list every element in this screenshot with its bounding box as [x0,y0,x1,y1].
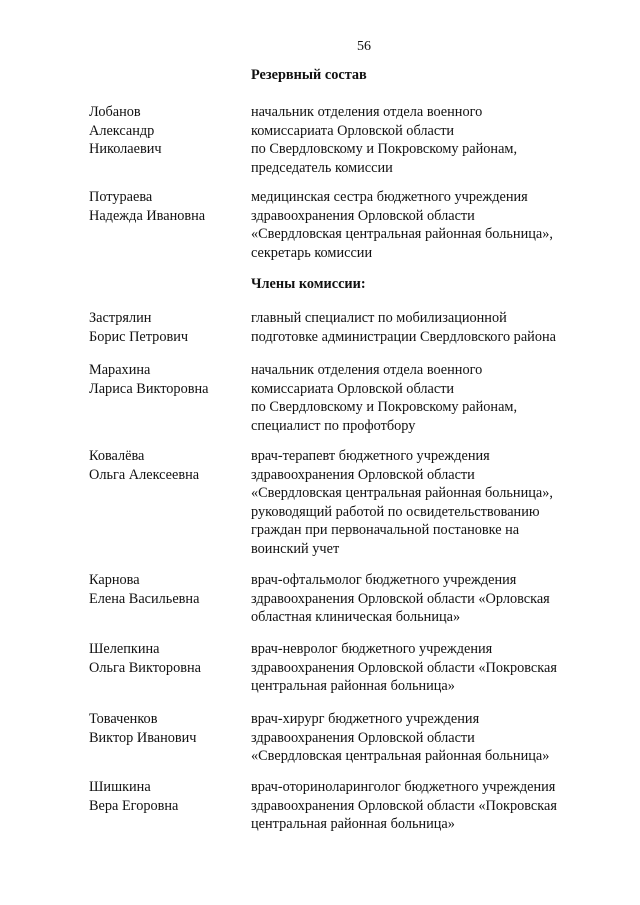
name-line: Марахина [89,362,151,378]
name-line: Елена Васильевна [89,590,200,607]
position-line: председатель комиссии [251,159,393,176]
position-line: комиссариата Орловской области [251,122,455,139]
position-line: здравоохранения Орловской области [251,207,475,224]
member-name [89,778,249,815]
position-line: начальник отделения отдела военного [251,104,483,120]
position-line: врач-невролог бюджетного учреждения [251,641,493,657]
member-name [89,188,249,225]
member-name [89,640,249,677]
position-line: центральная районная больница» [251,816,455,833]
name-line: Ольга Алексеевна [89,466,200,483]
position-line: «Свердловская центральная районная больница» [251,748,550,765]
member-name [89,103,249,159]
position-line: врач-хирург бюджетного учреждения [251,711,480,727]
position-line: врач-оториноларинголог бюджетного учреждения [251,779,556,795]
reserve-heading: Резервный состав [251,67,367,83]
name-line: Ольга Викторовна [89,659,201,676]
position-line: здравоохранения Орловской области «Покровская [251,659,557,676]
member-position [251,710,611,766]
name-line: Вера Егоровна [89,797,179,814]
name-line: Шишкина [89,779,151,795]
name-line: Ковалёва [89,448,145,464]
position-line: врач-терапевт бюджетного учреждения [251,448,490,464]
member-position [251,309,611,346]
name-line: Шелепкина [89,641,160,657]
member-name [89,447,249,484]
name-line: Карнова [89,572,140,588]
position-line: здравоохранения Орловской области [251,729,475,746]
position-line: областная клиническая больница» [251,609,461,626]
name-line: Николаевич [89,141,162,158]
name-line: Лобанов [89,104,141,120]
name-line: Александр [89,122,155,139]
member-position [251,361,611,435]
position-line: секретарь комиссии [251,244,373,261]
name-line: Виктор Иванович [89,729,197,746]
position-line: по Свердловскому и Покровскому районам, [251,141,518,158]
position-line: воинский учет [251,540,340,557]
member-position [251,447,611,559]
position-line: руководящий работой по освидетельствованию [251,503,540,520]
member-position [251,188,611,262]
position-line: центральная районная больница» [251,678,455,695]
position-line: начальник отделения отдела военного [251,362,483,378]
position-line: медицинская сестра бюджетного учреждения [251,189,528,205]
member-position [251,778,611,834]
position-line: комиссариата Орловской области [251,380,455,397]
position-line: здравоохранения Орловской области [251,466,475,483]
name-line: Борис Петрович [89,328,189,345]
name-line: Надежда Ивановна [89,207,206,224]
member-position [251,103,611,177]
position-line: врач-офтальмолог бюджетного учреждения [251,572,517,588]
position-line: специалист по профотбору [251,417,416,434]
member-position [251,571,611,627]
position-line: главный специалист по мобилизационной [251,310,507,326]
position-line: здравоохранения Орловской области «Покровская [251,797,557,814]
position-line: «Свердловская центральная районная больница», [251,485,553,502]
member-name [89,309,249,346]
member-name [89,710,249,747]
name-line: Застрялин [89,310,152,326]
member-name [89,361,249,398]
position-line: подготовке администрации Свердловского района [251,328,556,345]
name-line: Товаченков [89,711,158,727]
page-number: 56 [357,39,371,54]
members-heading: Члены комиссии: [251,276,366,292]
position-line: здравоохранения Орловской области «Орловская [251,590,550,607]
name-line: Потураева [89,189,153,205]
position-line: граждан при первоначальной постановке на [251,522,520,539]
member-name [89,571,249,608]
name-line: Лариса Викторовна [89,380,209,397]
position-line: по Свердловскому и Покровскому районам, [251,399,518,416]
position-line: «Свердловская центральная районная больница», [251,226,553,243]
member-position [251,640,611,696]
